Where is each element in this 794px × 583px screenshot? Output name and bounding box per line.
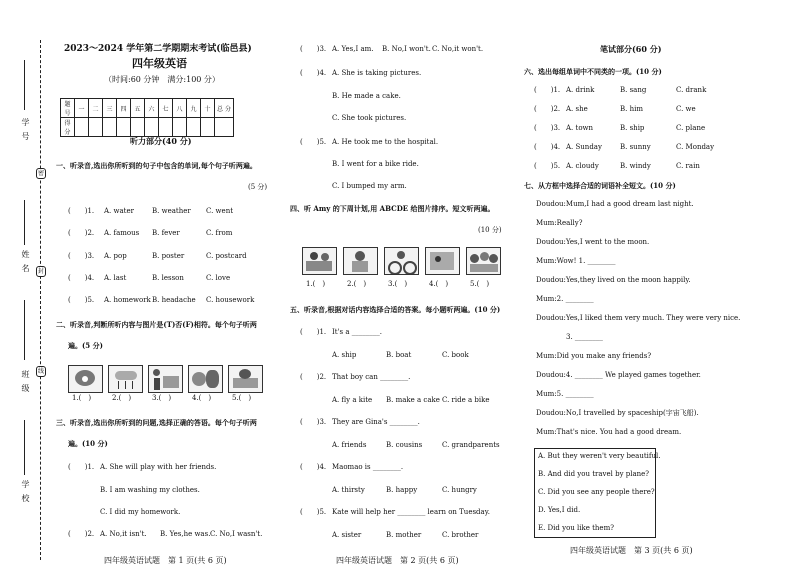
binding-label-id: 学号 (21, 118, 30, 146)
q7-dialogue-line: Doudou:No,I travelled by spaceship(宇宙飞船). (536, 409, 699, 417)
q2-picture-2 (108, 365, 143, 393)
q1-item-num: ( )2. (68, 229, 95, 237)
q4-label[interactable]: 1.( ) (306, 280, 326, 288)
q1-item-num: ( )5. (68, 296, 95, 304)
q3-option-a[interactable]: A. He took me to the hospital. (332, 138, 439, 146)
q3-item-num: ( )5. (300, 138, 327, 146)
q5-stem: It's a ________. (332, 328, 382, 336)
score-cell[interactable] (75, 118, 89, 137)
q4-picture-1 (302, 247, 337, 275)
q1-option-b[interactable]: B. headache (152, 296, 196, 304)
q6-option-c[interactable]: C. Monday (676, 143, 715, 151)
binding-blank-id (24, 60, 25, 110)
q1-item-num: ( )3. (68, 252, 95, 260)
score-cell[interactable] (103, 118, 117, 137)
binding-label-class: 班级 (21, 370, 30, 398)
q6-option-a[interactable]: A. cloudy (566, 162, 599, 170)
q6-option-b[interactable]: B. sang (620, 86, 647, 94)
q7-dialogue-line[interactable]: Doudou:4. ________ We played games together. (536, 371, 701, 379)
q3-option-a[interactable]: A. No,it isn't. (100, 530, 147, 538)
page-footer: 四年级英语试题 第 1 页(共 6 页) (104, 556, 227, 565)
q3-item-num: ( )1. (68, 463, 95, 471)
q3-option-b[interactable]: B. Yes,he was. (160, 530, 211, 538)
q5-stem: They are Gina's ________. (332, 418, 420, 426)
score-header: 五 (131, 99, 145, 118)
q3-option-b[interactable]: B. I am washing my clothes. (100, 486, 200, 494)
score-header: 九 (187, 99, 201, 118)
q6-option-a[interactable]: A. she (566, 105, 588, 113)
binding-label-name: 姓名 (21, 250, 30, 278)
q3-item-num: ( )2. (68, 530, 95, 538)
q6-instruction: 六、选出每组单词中不同类的一项。(10 分) (524, 67, 662, 76)
q6-item-num: ( )4. (534, 143, 561, 151)
q7-option: C. Did you see any people there? (538, 488, 655, 496)
q6-item-num: ( )3. (534, 124, 561, 132)
score-header: 三 (103, 99, 117, 118)
q5-option-c[interactable]: C. book (442, 351, 469, 359)
q3-option-c[interactable]: C. No,it won't. (432, 45, 484, 53)
q7-dialogue-line: Mum:That's nice. You had a good dream. (536, 428, 682, 436)
q2-picture-5 (228, 365, 263, 393)
q2-instruction: 二、听录音,判断所听内容与图片是(T)否(F)相符。每个句子听两 (56, 320, 257, 329)
q3-instruction: 三、听录音,选出你所听到的问题,选择正确的答语。每个句子听两 (56, 418, 257, 427)
binding-line (40, 40, 41, 560)
q1-option-c[interactable]: C. postcard (206, 252, 247, 260)
score-header: 十 (201, 99, 215, 118)
binding-label-school: 学校 (21, 480, 30, 508)
score-cell[interactable] (173, 118, 187, 137)
score-cell[interactable] (201, 118, 215, 137)
q5-option-a[interactable]: A. thirsty (332, 486, 365, 494)
score-cell[interactable] (117, 118, 131, 137)
q6-option-a[interactable]: A. drink (566, 86, 595, 94)
q1-instruction: 一、听录音,选出你所听到的句子中包含的单词,每个句子听两遍。 (56, 161, 257, 170)
page-footer: 四年级英语试题 第 3 页(共 6 页) (570, 546, 693, 555)
q5-stem: That boy can ________. (332, 373, 411, 381)
score-header: 六 (145, 99, 159, 118)
q3-option-b[interactable]: B. He made a cake. (332, 92, 401, 100)
written-heading: 笔试部分(60 分) (600, 44, 662, 54)
q5-instruction: 五、听录音,根据对话内容选择合适的答案。每小题听两遍。(10 分) (290, 305, 501, 314)
listening-heading: 听力部分(40 分) (130, 136, 192, 146)
q6-option-c[interactable]: C. plane (676, 124, 706, 132)
q1-option-c[interactable]: C. from (206, 229, 233, 237)
score-header: 二 (89, 99, 103, 118)
q1-option-a[interactable]: A. water (104, 207, 134, 215)
q7-option: D. Yes,I did. (538, 506, 581, 514)
q1-option-b[interactable]: B. weather (152, 207, 191, 215)
q7-dialogue-line: Doudou:Mum,I had a good dream last night. (536, 200, 694, 208)
q1-option-a[interactable]: A. pop (104, 252, 127, 260)
q7-dialogue-line[interactable]: 3. ________ (566, 333, 603, 341)
q5-stem: Kate will help her ________ learn on Tuesday. (332, 508, 490, 516)
q2-picture-3 (148, 365, 183, 393)
q3-item-num: ( )4. (300, 69, 327, 77)
q5-option-c[interactable]: C. hungry (442, 486, 477, 494)
q6-option-a[interactable]: A. town (566, 124, 594, 132)
q2-label[interactable]: 1.( ) (72, 394, 92, 402)
q4-picture-4 (425, 247, 460, 275)
q3-option-c[interactable]: C. She took pictures. (332, 114, 407, 122)
q7-option: E. Did you like them? (538, 524, 614, 532)
q6-option-b[interactable]: B. him (620, 105, 643, 113)
q1-points: (5 分) (248, 183, 268, 191)
q7-dialogue-line[interactable]: Mum:2. ________ (536, 295, 594, 303)
q2-picture-1 (68, 365, 103, 393)
q5-item-num: ( )3. (300, 418, 327, 426)
q5-option-b[interactable]: B. boat (386, 351, 412, 359)
binding-blank-school (24, 420, 25, 475)
score-table (60, 98, 234, 137)
q6-item-num: ( )5. (534, 162, 561, 170)
score-header: 八 (173, 99, 187, 118)
score-header: 总 分 (215, 99, 234, 118)
score-row-label: 得 分 (61, 118, 75, 137)
seal-mark: 线 (38, 368, 45, 375)
q4-label[interactable]: 4.( ) (429, 280, 449, 288)
q5-option-b[interactable]: B. cousins (386, 441, 423, 449)
binding-blank-class (24, 300, 25, 360)
q3-option-c[interactable]: C. No,I wasn't. (210, 530, 263, 538)
exam-time: （时间:60 分钟 满分:100 分） (104, 75, 220, 84)
q1-option-a[interactable]: A. homework (104, 296, 151, 304)
q7-dialogue-line: Doudou:Yes,they lived on the moon happily. (536, 276, 691, 284)
score-cell[interactable] (131, 118, 145, 137)
score-cell[interactable] (89, 118, 103, 137)
q5-option-c[interactable]: C. ride a bike (442, 396, 490, 404)
q7-dialogue-line[interactable]: Mum:5. ________ (536, 390, 594, 398)
q3-option-a[interactable]: A. She is taking pictures. (332, 69, 422, 77)
q5-item-num: ( )2. (300, 373, 327, 381)
q7-dialogue-line: Mum:Did you make any friends? (536, 352, 652, 360)
q3-option-b[interactable]: B. No,I won't. (382, 45, 431, 53)
score-cell[interactable] (215, 118, 234, 137)
q2-label[interactable]: 5.( ) (232, 394, 252, 402)
score-header: 题 号 (61, 99, 75, 118)
q4-label[interactable]: 5.( ) (470, 280, 490, 288)
q5-option-a[interactable]: A. sister (332, 531, 362, 539)
score-header: 七 (159, 99, 173, 118)
q7-dialogue-line[interactable]: Mum:Wow! 1. ________ (536, 257, 616, 265)
q5-option-a[interactable]: A. friends (332, 441, 367, 449)
q6-option-c[interactable]: C. rain (676, 162, 700, 170)
q1-item-num: ( )1. (68, 207, 95, 215)
seal-mark: 密 (38, 170, 45, 177)
q5-option-b[interactable]: B. happy (386, 486, 418, 494)
exam-title: 2023～2024 学年第二学期期末考试(临邑县) (64, 44, 252, 54)
score-cell[interactable] (187, 118, 201, 137)
q3-option-a[interactable]: A. Yes,I am. (332, 45, 374, 53)
q6-option-c[interactable]: C. drank (676, 86, 707, 94)
q1-option-c[interactable]: C. housework (206, 296, 255, 304)
q6-item-num: ( )1. (534, 86, 561, 94)
q5-option-b[interactable]: B. mother (386, 531, 422, 539)
q3-option-b[interactable]: B. I went for a bike ride. (332, 160, 419, 168)
q5-item-num: ( )4. (300, 463, 327, 471)
score-cell[interactable] (159, 118, 173, 137)
q5-option-a[interactable]: A. ship (332, 351, 357, 359)
q4-label[interactable]: 2.( ) (347, 280, 367, 288)
score-cell[interactable] (145, 118, 159, 137)
q6-item-num: ( )2. (534, 105, 561, 113)
q6-option-b[interactable]: B. ship (620, 124, 645, 132)
q2-label[interactable]: 2.( ) (112, 394, 132, 402)
q4-label[interactable]: 3.( ) (388, 280, 408, 288)
q5-stem: Maomao is ________. (332, 463, 404, 471)
q4-picture-2 (343, 247, 378, 275)
q6-option-b[interactable]: B. windy (620, 162, 651, 170)
q1-option-a[interactable]: A. famous (104, 229, 140, 237)
q7-option: B. And did you travel by plane? (538, 470, 650, 478)
q2-label[interactable]: 3.( ) (152, 394, 172, 402)
q5-option-c[interactable]: C. grandparents (442, 441, 500, 449)
q7-dialogue-line: Mum:Really? (536, 219, 583, 227)
q7-dialogue-line: Doudou:Yes,I liked them very much. They were very nice. (536, 314, 741, 322)
q5-option-b[interactable]: B. make a cake (386, 396, 440, 404)
q7-dialogue-line: Doudou:Yes,I went to the moon. (536, 238, 650, 246)
q2-label[interactable]: 4.( ) (192, 394, 212, 402)
q5-option-c[interactable]: C. brother (442, 531, 479, 539)
q4-instruction: 四、听 Amy 的下周计划,用 ABCDE 给图片排序。短文听两遍。 (290, 204, 495, 213)
binding-blank-name (24, 200, 25, 245)
q4-picture-3 (384, 247, 419, 275)
page-footer: 四年级英语试题 第 2 页(共 6 页) (336, 556, 459, 565)
q7-instruction: 七、从方框中选择合适的词语补全短文。(10 分) (524, 181, 676, 190)
q1-option-b[interactable]: B. lesson (152, 274, 184, 282)
q4-picture-5 (466, 247, 501, 275)
exam-subject: 四年级英语 (132, 57, 187, 70)
q3-item-num: ( )3. (300, 45, 327, 53)
q1-option-b[interactable]: B. poster (152, 252, 185, 260)
q1-option-a[interactable]: A. last (104, 274, 127, 282)
q4-points: (10 分) (478, 226, 502, 234)
score-header: 一 (75, 99, 89, 118)
q5-item-num: ( )5. (300, 508, 327, 516)
q3-option-a[interactable]: A. She will play with her friends. (100, 463, 217, 471)
q6-option-a[interactable]: A. Sunday (566, 143, 602, 151)
score-header: 四 (117, 99, 131, 118)
seal-mark: 封 (38, 268, 45, 275)
q3-option-c[interactable]: C. I did my homework. (100, 508, 181, 516)
q6-option-b[interactable]: B. sunny (620, 143, 651, 151)
q1-option-b[interactable]: B. fever (152, 229, 180, 237)
q1-item-num: ( )4. (68, 274, 95, 282)
q6-option-c[interactable]: C. we (676, 105, 696, 113)
q5-item-num: ( )1. (300, 328, 327, 336)
q5-option-a[interactable]: A. fly a kite (332, 396, 373, 404)
q7-options-box (534, 448, 661, 538)
q2-instruction-cont: 遍。(5 分) (68, 341, 103, 350)
q2-picture-4 (188, 365, 223, 393)
q1-option-c[interactable]: C. love (206, 274, 231, 282)
q3-option-c[interactable]: C. I bumped my arm. (332, 182, 407, 190)
q3-instruction-cont: 遍。(10 分) (68, 439, 108, 448)
q7-option: A. But they weren't very beautiful. (538, 452, 661, 460)
q1-option-c[interactable]: C. went (206, 207, 234, 215)
